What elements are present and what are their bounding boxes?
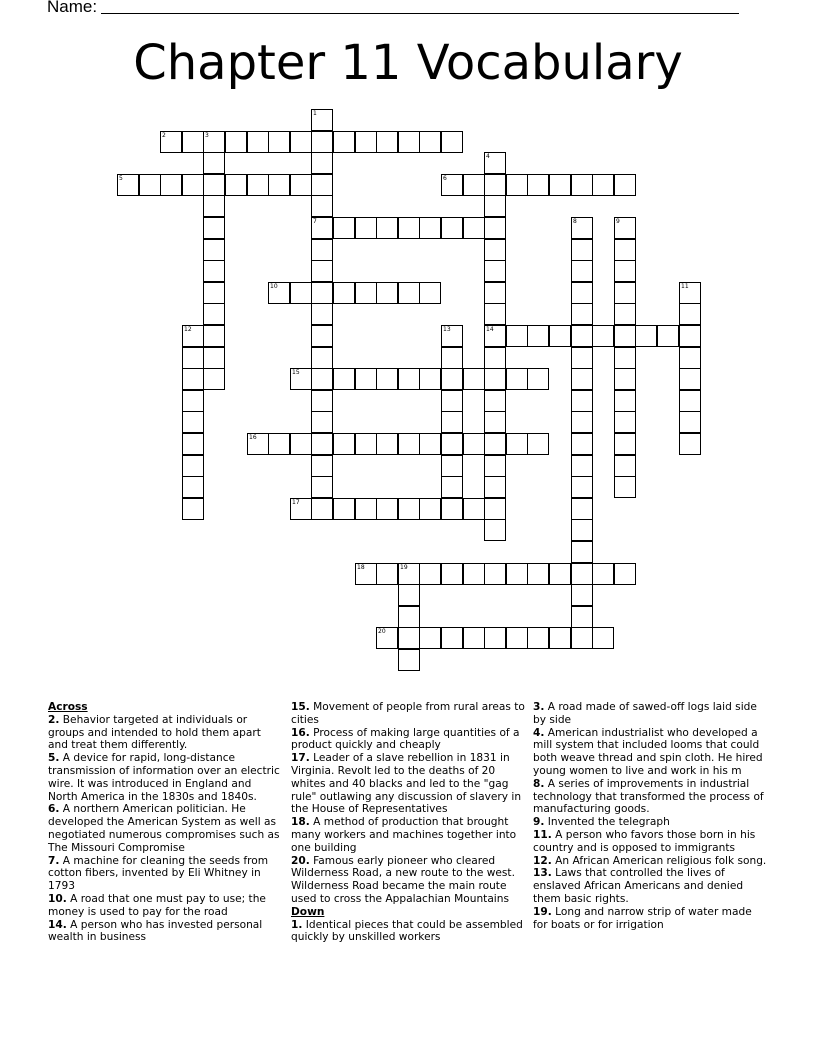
grid-cell[interactable] bbox=[463, 217, 485, 239]
clue-label: 10. bbox=[48, 892, 67, 905]
grid-cell[interactable] bbox=[614, 260, 636, 282]
grid-cell[interactable] bbox=[614, 325, 636, 347]
grid-cell[interactable] bbox=[376, 433, 398, 455]
grid-cell[interactable] bbox=[419, 498, 441, 520]
grid-cell[interactable] bbox=[398, 368, 420, 390]
grid-cell[interactable] bbox=[506, 433, 528, 455]
clue-label: 8. bbox=[533, 777, 545, 790]
grid-cell[interactable] bbox=[419, 131, 441, 153]
grid-cell[interactable] bbox=[484, 239, 506, 261]
grid-cell[interactable] bbox=[203, 303, 225, 325]
grid-cell[interactable] bbox=[311, 195, 333, 217]
grid-cell[interactable] bbox=[571, 174, 593, 196]
clue-number: 13 bbox=[443, 326, 451, 333]
clue-text: Leader of a slave rebellion in 1831 in Virginia. Revolt led to the deaths of 20 whites and 40 blacks and led to the "gag rule" outlawing any discussion of slavery in the House of Representatives bbox=[291, 752, 522, 816]
clue-number: 11 bbox=[681, 283, 689, 290]
clue-label: 3. bbox=[533, 701, 545, 713]
grid-cell[interactable] bbox=[614, 411, 636, 433]
grid-cell[interactable] bbox=[355, 433, 377, 455]
grid-cell[interactable] bbox=[614, 455, 636, 477]
across-clue bbox=[48, 803, 284, 854]
down-clue bbox=[533, 855, 769, 868]
grid-cell[interactable] bbox=[571, 282, 593, 304]
grid-cell[interactable] bbox=[311, 109, 333, 131]
grid-cell[interactable] bbox=[398, 584, 420, 606]
across-clue bbox=[291, 855, 527, 906]
grid-cell[interactable] bbox=[441, 476, 463, 498]
grid-cell[interactable] bbox=[290, 174, 312, 196]
grid-cell[interactable] bbox=[571, 217, 593, 239]
grid-cell[interactable] bbox=[441, 498, 463, 520]
grid-cell[interactable] bbox=[679, 411, 701, 433]
grid-cell[interactable] bbox=[203, 174, 225, 196]
grid-cell[interactable] bbox=[484, 433, 506, 455]
grid-cell[interactable] bbox=[160, 131, 182, 153]
clue-text: Process of making large quantities of a product quickly and cheaply bbox=[291, 726, 520, 752]
clue-text: American industrialist who developed a mill system that included looms that could both weave thread and spin cloth. He hired young women to live and work in his m bbox=[533, 726, 763, 777]
grid-cell[interactable] bbox=[333, 131, 355, 153]
clue-text: A person who favors those born in his country and is opposed to immigrants bbox=[533, 828, 756, 854]
grid-cell[interactable] bbox=[571, 519, 593, 541]
grid-cell[interactable] bbox=[484, 217, 506, 239]
grid-cell[interactable] bbox=[311, 498, 333, 520]
grid-cell[interactable] bbox=[268, 131, 290, 153]
grid-cell[interactable] bbox=[203, 239, 225, 261]
grid-cell[interactable] bbox=[182, 325, 204, 347]
grid-cell[interactable] bbox=[311, 239, 333, 261]
name-label: Name: bbox=[47, 0, 98, 16]
clue-label: 6. bbox=[48, 803, 60, 816]
grid-cell[interactable] bbox=[182, 131, 204, 153]
grid-cell[interactable] bbox=[614, 368, 636, 390]
grid-cell[interactable] bbox=[484, 260, 506, 282]
grid-cell[interactable] bbox=[484, 563, 506, 585]
grid-cell[interactable] bbox=[571, 239, 593, 261]
grid-cell[interactable] bbox=[463, 563, 485, 585]
page-title: Chapter 11 Vocabulary bbox=[133, 35, 683, 91]
grid-cell[interactable] bbox=[355, 368, 377, 390]
grid-cell[interactable] bbox=[203, 260, 225, 282]
down-clue bbox=[291, 919, 527, 945]
grid-cell[interactable] bbox=[463, 498, 485, 520]
clue-text: Behavior targeted at individuals or groups and intended to hold them apart and treat them differently. bbox=[48, 713, 261, 752]
grid-cell[interactable] bbox=[290, 282, 312, 304]
down-clue bbox=[533, 727, 769, 778]
grid-cell[interactable] bbox=[311, 390, 333, 412]
grid-cell[interactable] bbox=[398, 649, 420, 671]
grid-cell[interactable] bbox=[549, 174, 571, 196]
grid-cell[interactable] bbox=[355, 563, 377, 585]
grid-cell[interactable] bbox=[635, 325, 657, 347]
clue-number: 6 bbox=[443, 175, 447, 182]
grid-cell[interactable] bbox=[290, 498, 312, 520]
grid-cell[interactable] bbox=[419, 563, 441, 585]
grid-cell[interactable] bbox=[333, 498, 355, 520]
grid-cell[interactable] bbox=[571, 606, 593, 628]
clue-label: 13. bbox=[533, 867, 552, 880]
grid-cell[interactable] bbox=[571, 627, 593, 649]
clue-text: A northern American politician. He developed the American System as well as negotiated numerous compromises such as The Missouri Compromise bbox=[48, 803, 280, 854]
grid-cell[interactable] bbox=[376, 563, 398, 585]
grid-cell[interactable] bbox=[311, 455, 333, 477]
down-clue bbox=[533, 906, 769, 932]
clue-number: 10 bbox=[270, 283, 278, 290]
clue-label: 11. bbox=[533, 828, 552, 841]
grid-cell[interactable] bbox=[290, 433, 312, 455]
grid-cell[interactable] bbox=[679, 325, 701, 347]
across-clue bbox=[291, 752, 527, 816]
across-clue bbox=[291, 701, 527, 727]
grid-cell[interactable] bbox=[311, 368, 333, 390]
clue-label: 1. bbox=[291, 918, 303, 931]
grid-cell[interactable] bbox=[398, 217, 420, 239]
grid-cell[interactable] bbox=[484, 195, 506, 217]
grid-cell[interactable] bbox=[527, 627, 549, 649]
grid-cell[interactable] bbox=[614, 476, 636, 498]
grid-cell[interactable] bbox=[527, 325, 549, 347]
clue-number: 18 bbox=[357, 564, 365, 571]
grid-cell[interactable] bbox=[203, 325, 225, 347]
grid-cell[interactable] bbox=[441, 174, 463, 196]
grid-cell[interactable] bbox=[614, 217, 636, 239]
grid-cell[interactable] bbox=[182, 368, 204, 390]
clue-number: 8 bbox=[573, 218, 577, 225]
clue-label: 17. bbox=[291, 752, 310, 765]
grid-cell[interactable] bbox=[484, 152, 506, 174]
grid-cell[interactable] bbox=[614, 239, 636, 261]
clue-text: Movement of people from rural areas to cities bbox=[291, 701, 525, 726]
grid-cell[interactable] bbox=[484, 325, 506, 347]
grid-cell[interactable] bbox=[182, 498, 204, 520]
clues-column-2 bbox=[291, 701, 527, 944]
grid-cell[interactable] bbox=[441, 411, 463, 433]
down-heading: Down bbox=[291, 905, 325, 918]
grid-cell[interactable] bbox=[571, 347, 593, 369]
grid-cell[interactable] bbox=[506, 627, 528, 649]
grid-cell[interactable] bbox=[679, 347, 701, 369]
grid-cell[interactable] bbox=[484, 627, 506, 649]
grid-cell[interactable] bbox=[571, 563, 593, 585]
clue-label: 19. bbox=[533, 905, 552, 918]
grid-cell[interactable] bbox=[333, 433, 355, 455]
clue-number: 17 bbox=[292, 499, 300, 506]
clue-text: A machine for cleaning the seeds from cotton fibers, invented by Eli Whitney in 1793 bbox=[48, 854, 269, 893]
grid-cell[interactable] bbox=[376, 627, 398, 649]
down-clue bbox=[533, 816, 769, 829]
down-clue bbox=[533, 867, 769, 905]
across-clue bbox=[48, 752, 284, 803]
grid-cell[interactable] bbox=[398, 131, 420, 153]
grid-cell[interactable] bbox=[614, 390, 636, 412]
grid-cell[interactable] bbox=[419, 282, 441, 304]
clue-label: 9. bbox=[533, 816, 545, 829]
grid-cell[interactable] bbox=[506, 368, 528, 390]
grid-cell[interactable] bbox=[527, 174, 549, 196]
grid-cell[interactable] bbox=[182, 455, 204, 477]
across-clue bbox=[48, 893, 284, 919]
clue-text: A device for rapid, long-distance transmission of information over an electric wire. It was introduced in England and North America in the 1830s and 1840s. bbox=[48, 752, 280, 803]
grid-cell[interactable] bbox=[441, 131, 463, 153]
grid-cell[interactable] bbox=[311, 282, 333, 304]
grid-cell[interactable] bbox=[463, 174, 485, 196]
across-heading: Across bbox=[48, 701, 88, 713]
grid-cell[interactable] bbox=[679, 303, 701, 325]
clue-label: 4. bbox=[533, 726, 545, 739]
clue-number: 4 bbox=[486, 153, 490, 160]
grid-cell[interactable] bbox=[311, 347, 333, 369]
grid-cell[interactable] bbox=[571, 433, 593, 455]
grid-cell[interactable] bbox=[376, 131, 398, 153]
grid-cell[interactable] bbox=[592, 174, 614, 196]
clue-text: A series of improvements in industrial technology that transformed the process of manufacturing goods. bbox=[533, 777, 764, 816]
grid-cell[interactable] bbox=[203, 131, 225, 153]
grid-cell[interactable] bbox=[398, 282, 420, 304]
grid-cell[interactable] bbox=[571, 455, 593, 477]
grid-cell[interactable] bbox=[268, 282, 290, 304]
grid-cell[interactable] bbox=[355, 282, 377, 304]
grid-cell[interactable] bbox=[398, 627, 420, 649]
grid-cell[interactable] bbox=[527, 563, 549, 585]
grid-cell[interactable] bbox=[592, 563, 614, 585]
grid-cell[interactable] bbox=[614, 347, 636, 369]
grid-cell[interactable] bbox=[182, 347, 204, 369]
grid-cell[interactable] bbox=[679, 433, 701, 455]
grid-cell[interactable] bbox=[419, 627, 441, 649]
clue-number: 2 bbox=[162, 132, 166, 139]
grid-cell[interactable] bbox=[484, 303, 506, 325]
grid-cell[interactable] bbox=[614, 433, 636, 455]
grid-cell[interactable] bbox=[441, 347, 463, 369]
grid-cell[interactable] bbox=[549, 325, 571, 347]
clues-column-1 bbox=[48, 701, 284, 944]
grid-cell[interactable] bbox=[182, 174, 204, 196]
clue-label: 20. bbox=[291, 854, 310, 867]
across-clue bbox=[291, 816, 527, 854]
grid-cell[interactable] bbox=[398, 433, 420, 455]
grid-cell[interactable] bbox=[441, 433, 463, 455]
grid-cell[interactable] bbox=[355, 131, 377, 153]
grid-cell[interactable] bbox=[463, 627, 485, 649]
grid-cell[interactable] bbox=[398, 563, 420, 585]
grid-cell[interactable] bbox=[203, 195, 225, 217]
clue-label: 7. bbox=[48, 854, 60, 867]
clue-label: 12. bbox=[533, 854, 552, 867]
clue-text: An African American religious folk song. bbox=[555, 854, 767, 867]
grid-cell[interactable] bbox=[614, 303, 636, 325]
grid-cell[interactable] bbox=[268, 174, 290, 196]
grid-cell[interactable] bbox=[333, 282, 355, 304]
clue-number: 19 bbox=[400, 564, 408, 571]
grid-cell[interactable] bbox=[571, 325, 593, 347]
grid-cell[interactable] bbox=[571, 411, 593, 433]
grid-cell[interactable] bbox=[117, 174, 139, 196]
clue-label: 15. bbox=[291, 701, 310, 713]
grid-cell[interactable] bbox=[160, 174, 182, 196]
grid-cell[interactable] bbox=[290, 131, 312, 153]
grid-cell[interactable] bbox=[679, 390, 701, 412]
grid-cell[interactable] bbox=[311, 325, 333, 347]
grid-cell[interactable] bbox=[268, 433, 290, 455]
clue-number: 15 bbox=[292, 369, 300, 376]
grid-cell[interactable] bbox=[441, 563, 463, 585]
clue-text: Famous early pioneer who cleared Wilderness Road, a new route to the west. Wilderness Road became the main route used to cross the Appalachian Mountains bbox=[291, 854, 515, 905]
grid-cell[interactable] bbox=[679, 282, 701, 304]
grid-cell[interactable] bbox=[398, 498, 420, 520]
clue-text: A method of production that brought many workers and machines together into one building bbox=[291, 816, 517, 854]
grid-cell[interactable] bbox=[311, 260, 333, 282]
grid-cell[interactable] bbox=[571, 260, 593, 282]
grid-cell[interactable] bbox=[614, 282, 636, 304]
clue-label: 5. bbox=[48, 752, 60, 765]
grid-cell[interactable] bbox=[203, 282, 225, 304]
grid-cell[interactable] bbox=[311, 152, 333, 174]
down-clue bbox=[533, 829, 769, 855]
grid-cell[interactable] bbox=[506, 174, 528, 196]
grid-cell[interactable] bbox=[311, 174, 333, 196]
clue-text: A road made of sawed-off logs laid side by side bbox=[533, 701, 757, 726]
grid-cell[interactable] bbox=[571, 584, 593, 606]
grid-cell[interactable] bbox=[463, 433, 485, 455]
clue-text: Laws that controlled the lives of enslaved African Americans and denied them basic rights. bbox=[533, 867, 744, 905]
grid-cell[interactable] bbox=[463, 368, 485, 390]
grid-cell[interactable] bbox=[571, 368, 593, 390]
grid-cell[interactable] bbox=[484, 347, 506, 369]
grid-cell[interactable] bbox=[419, 368, 441, 390]
grid-cell[interactable] bbox=[484, 519, 506, 541]
clue-number: 16 bbox=[249, 434, 257, 441]
grid-cell[interactable] bbox=[571, 303, 593, 325]
clue-number: 3 bbox=[205, 132, 209, 139]
grid-cell[interactable] bbox=[484, 282, 506, 304]
clue-text: Invented the telegraph bbox=[547, 816, 670, 829]
grid-cell[interactable] bbox=[592, 325, 614, 347]
grid-cell[interactable] bbox=[139, 174, 161, 196]
across-clue bbox=[48, 714, 284, 752]
grid-cell[interactable] bbox=[484, 368, 506, 390]
grid-cell[interactable] bbox=[549, 627, 571, 649]
grid-cell[interactable] bbox=[311, 433, 333, 455]
clue-text: A road that one must pay to use; the money is used to pay for the road bbox=[48, 892, 266, 918]
grid-cell[interactable] bbox=[614, 174, 636, 196]
grid-cell[interactable] bbox=[614, 563, 636, 585]
clue-number: 7 bbox=[313, 218, 317, 225]
grid-cell[interactable] bbox=[333, 368, 355, 390]
grid-cell[interactable] bbox=[355, 217, 377, 239]
grid-cell[interactable] bbox=[311, 131, 333, 153]
grid-cell[interactable] bbox=[484, 390, 506, 412]
clue-label: 16. bbox=[291, 726, 310, 739]
clue-number: 14 bbox=[486, 326, 494, 333]
clue-number: 12 bbox=[184, 326, 192, 333]
grid-cell[interactable] bbox=[398, 606, 420, 628]
grid-cell[interactable] bbox=[203, 347, 225, 369]
grid-cell[interactable] bbox=[376, 368, 398, 390]
clue-label: 18. bbox=[291, 816, 310, 829]
grid-cell[interactable] bbox=[484, 455, 506, 477]
grid-cell[interactable] bbox=[247, 174, 269, 196]
grid-cell[interactable] bbox=[182, 476, 204, 498]
grid-cell[interactable] bbox=[355, 498, 377, 520]
down-clue bbox=[533, 701, 769, 727]
grid-cell[interactable] bbox=[376, 498, 398, 520]
clues-column-3 bbox=[533, 701, 769, 931]
grid-cell[interactable] bbox=[203, 152, 225, 174]
grid-cell[interactable] bbox=[182, 411, 204, 433]
grid-cell[interactable] bbox=[376, 217, 398, 239]
clue-number: 9 bbox=[616, 218, 620, 225]
grid-cell[interactable] bbox=[419, 217, 441, 239]
down-clue bbox=[533, 778, 769, 816]
grid-cell[interactable] bbox=[441, 627, 463, 649]
clue-number: 1 bbox=[313, 110, 317, 117]
clue-label: 14. bbox=[48, 918, 67, 931]
grid-cell[interactable] bbox=[311, 476, 333, 498]
clue-label: 2. bbox=[48, 713, 60, 726]
grid-cell[interactable] bbox=[247, 433, 269, 455]
clue-text: Identical pieces that could be assembled quickly by unskilled workers bbox=[291, 918, 523, 944]
grid-cell[interactable] bbox=[571, 498, 593, 520]
grid-cell[interactable] bbox=[203, 368, 225, 390]
across-clue bbox=[291, 727, 527, 753]
grid-cell[interactable] bbox=[679, 368, 701, 390]
grid-cell[interactable] bbox=[571, 476, 593, 498]
grid-cell[interactable] bbox=[182, 433, 204, 455]
grid-cell[interactable] bbox=[419, 433, 441, 455]
grid-cell[interactable] bbox=[571, 541, 593, 563]
grid-cell[interactable] bbox=[527, 433, 549, 455]
grid-cell[interactable] bbox=[376, 282, 398, 304]
grid-cell[interactable] bbox=[484, 174, 506, 196]
grid-cell[interactable] bbox=[527, 368, 549, 390]
grid-cell[interactable] bbox=[225, 174, 247, 196]
across-clue bbox=[48, 855, 284, 893]
clue-text: A person who has invested personal wealth in business bbox=[48, 918, 263, 944]
clue-text: Long and narrow strip of water made for boats or for irrigation bbox=[533, 905, 752, 931]
grid-cell[interactable] bbox=[311, 217, 333, 239]
grid-cell[interactable] bbox=[333, 217, 355, 239]
grid-cell[interactable] bbox=[441, 325, 463, 347]
clue-number: 5 bbox=[119, 175, 123, 182]
clue-number: 20 bbox=[378, 628, 386, 635]
grid-cell[interactable] bbox=[549, 563, 571, 585]
grid-cell[interactable] bbox=[484, 476, 506, 498]
grid-cell[interactable] bbox=[441, 368, 463, 390]
grid-cell[interactable] bbox=[182, 390, 204, 412]
grid-cell[interactable] bbox=[571, 390, 593, 412]
grid-cell[interactable] bbox=[311, 303, 333, 325]
across-clue bbox=[48, 919, 284, 945]
grid-cell[interactable] bbox=[484, 411, 506, 433]
grid-cell[interactable] bbox=[441, 390, 463, 412]
grid-cell[interactable] bbox=[484, 498, 506, 520]
grid-cell[interactable] bbox=[506, 563, 528, 585]
grid-cell[interactable] bbox=[506, 325, 528, 347]
grid-cell[interactable] bbox=[311, 411, 333, 433]
grid-cell[interactable] bbox=[247, 131, 269, 153]
grid-cell[interactable] bbox=[441, 455, 463, 477]
grid-cell[interactable] bbox=[441, 217, 463, 239]
grid-cell[interactable] bbox=[203, 217, 225, 239]
grid-cell[interactable] bbox=[290, 368, 312, 390]
grid-cell[interactable] bbox=[225, 131, 247, 153]
grid-cell[interactable] bbox=[592, 627, 614, 649]
grid-cell[interactable] bbox=[657, 325, 679, 347]
